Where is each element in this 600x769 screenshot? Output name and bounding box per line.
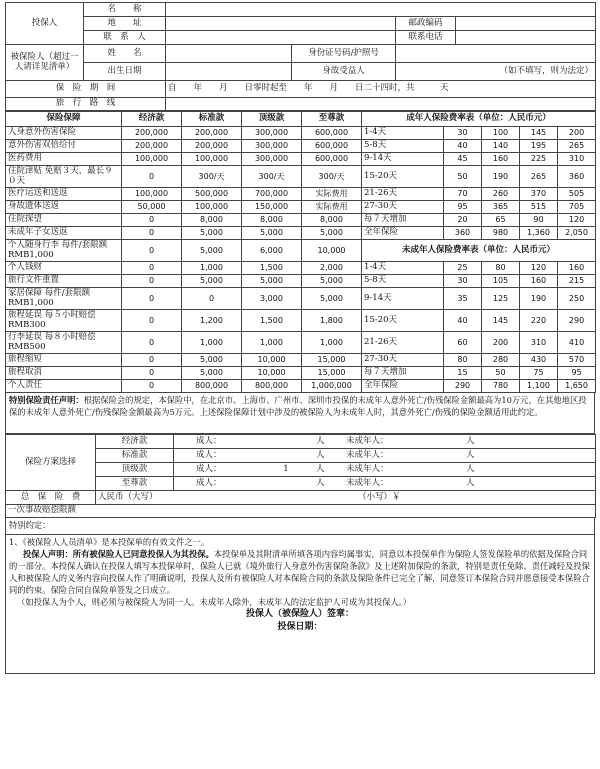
coverage-value: 5,000	[302, 227, 362, 240]
coverage-value: 0	[122, 166, 182, 188]
minor-rate-value: 410	[558, 332, 596, 354]
coverage-row	[6, 227, 596, 240]
minor-rate-value: 60	[444, 332, 482, 354]
minor-rate-period: 27-30天	[362, 354, 444, 367]
coverage-row	[6, 310, 596, 332]
coverage-value: 0	[122, 354, 182, 367]
minor-rate-period: 15-20天	[362, 310, 444, 332]
minor-rate-value: 250	[558, 288, 596, 310]
minor-rate-value: 570	[558, 354, 596, 367]
coverage-item: 医疗运送和送返	[6, 188, 122, 201]
adult-rate-value: 195	[520, 140, 558, 153]
coverage-value: 10,000	[242, 367, 302, 380]
coverage-item: 旅程缩短	[6, 354, 122, 367]
minor-rate-value: 30	[444, 275, 482, 288]
beneficiary-label: 身故受益人	[292, 63, 396, 81]
coverage-value: 150,000	[242, 201, 302, 214]
rmb-lower-label: （小写）￥	[358, 491, 401, 502]
coverage-row	[6, 166, 596, 188]
minor-rate-value: 200	[482, 332, 520, 354]
total-premium-row	[6, 491, 596, 505]
address-label: 地 址	[84, 17, 166, 31]
coverage-value: 0	[122, 262, 182, 275]
coverage-row	[6, 380, 596, 393]
coverage-value: 1,200	[182, 310, 242, 332]
coverage-value: 5,000	[302, 275, 362, 288]
coverage-value: 15,000	[302, 354, 362, 367]
adult-rate-value: 225	[520, 153, 558, 166]
coverage-row	[6, 153, 596, 166]
declaration-title: 投保人声明：所有被保险人已同意投保人为其投保。	[23, 549, 214, 560]
phone-label: 联系电话	[396, 31, 456, 45]
minor-rate-value: 430	[520, 354, 558, 367]
adult-rate-value: 20	[444, 214, 482, 227]
adult-rate-value: 190	[482, 166, 520, 188]
adult-rate-value: 145	[520, 127, 558, 140]
coverage-value: 实际费用	[302, 201, 362, 214]
adult-rate-value: 95	[444, 201, 482, 214]
adult-rate-value: 160	[482, 153, 520, 166]
coverage-item: 旅行文件重置	[6, 275, 122, 288]
minor-rate-value: 780	[482, 380, 520, 393]
adult-rate-value: 360	[444, 227, 482, 240]
beneficiary-note: （如不填写，则为法定）	[396, 63, 596, 81]
coverage-item: 旅程延误 每５小时赔偿RMB300	[6, 310, 122, 332]
coverage-value: 300,000	[242, 153, 302, 166]
coverage-value: 15,000	[302, 367, 362, 380]
minor-rate-period: 21-26天	[362, 332, 444, 354]
special-liability-text: 根据保险会的规定，本保险中，在北京市、上海市、广州市、深圳市投保的未成年人意外死亡/伤残保险金额最高为10万元，在其他地区投保的未成年人意外死亡/伤残保险金额最高为5万元。上述保险保障计划中涉及的被保险人为未成年人时，其意外死亡/伤残的保险金额适用此约定。	[9, 395, 587, 418]
coverage-col-header: 顶级款	[242, 112, 302, 127]
coverage-value: 0	[122, 227, 182, 240]
adult-rate-value: 70	[444, 188, 482, 201]
coverage-value: 8,000	[242, 214, 302, 227]
minor-rate-value: 290	[444, 380, 482, 393]
route-label: 旅 行 路 线	[6, 98, 166, 111]
adult-rate-value: 365	[482, 201, 520, 214]
minor-rate-value: 25	[444, 262, 482, 275]
coverage-value: 5,000	[182, 240, 242, 262]
coverage-value: 600,000	[302, 140, 362, 153]
coverage-col-header: 标准款	[182, 112, 242, 127]
contact-field[interactable]	[166, 31, 396, 45]
period-text[interactable]: 自 年 月 日零时起至 年 月 日二十四时，共 天	[166, 81, 596, 98]
coverage-value: 0	[122, 367, 182, 380]
coverage-item: 个人责任	[6, 380, 122, 393]
coverage-value: 0	[122, 310, 182, 332]
plan-option-counts[interactable]	[174, 463, 596, 477]
coverage-value: 1,000	[242, 332, 302, 354]
coverage-value: 1,800	[302, 310, 362, 332]
minor-rate-value: 160	[520, 275, 558, 288]
coverage-item: 行李延误 每８小时赔偿RMB500	[6, 332, 122, 354]
coverage-value: 300/天	[242, 166, 302, 188]
coverage-value: 100,000	[122, 188, 182, 201]
coverage-value: 0	[122, 214, 182, 227]
minor-rate-value: 95	[558, 367, 596, 380]
minor-rate-value: 105	[482, 275, 520, 288]
coverage-row	[6, 140, 596, 153]
unit-label: 人	[466, 435, 475, 446]
insured-name-field[interactable]	[166, 45, 292, 63]
coverage-value: 1,500	[242, 310, 302, 332]
period-label: 保 险 期 间	[6, 81, 166, 98]
minor-rate-title: 未成年人保险费率表（单位：人民币元）	[362, 240, 596, 262]
minor-rate-value: 190	[520, 288, 558, 310]
minor-rate-period: 全年保险	[362, 380, 444, 393]
adult-rate-period: 9-14天	[362, 153, 444, 166]
dob-label: 出生日期	[84, 63, 166, 81]
coverage-value: 300/天	[182, 166, 242, 188]
adult-count-label: 成人：	[196, 449, 222, 460]
adult-rate-value: 100	[482, 127, 520, 140]
coverage-row	[6, 240, 596, 262]
unit-label: 人	[466, 463, 475, 474]
id-label: 身份证号码/护照号	[292, 45, 396, 63]
deductible-label: 一次事故赔偿限额	[6, 505, 596, 518]
adult-count-label: 成人：	[196, 435, 222, 446]
minor-rate-value: 310	[520, 332, 558, 354]
minor-rate-value: 50	[482, 367, 520, 380]
special-liability	[5, 393, 595, 434]
signature-label[interactable]: 投保人（被保险人）签章：	[245, 609, 354, 620]
special-agreement: 特别约定：	[5, 518, 595, 535]
coverage-value: 10,000	[242, 354, 302, 367]
deductible-row	[6, 505, 596, 518]
coverage-value: 600,000	[302, 127, 362, 140]
coverage-item: 未成年子女送返	[6, 227, 122, 240]
coverage-value: 300,000	[242, 140, 302, 153]
coverage-value: 200,000	[182, 127, 242, 140]
minor-rate-value: 125	[482, 288, 520, 310]
id-field[interactable]	[396, 45, 596, 63]
coverage-value: 5,000	[182, 275, 242, 288]
minor-rate-value: 80	[482, 262, 520, 275]
contact-label: 联 系 人	[84, 31, 166, 45]
unit-label: 人	[466, 449, 475, 460]
rmb-upper-label: 人民币（大写）	[98, 491, 158, 502]
adult-rate-value: 705	[558, 201, 596, 214]
minor-count-label: 未成年人：	[346, 463, 389, 474]
coverage-value: 0	[122, 380, 182, 393]
coverage-value: 100,000	[122, 153, 182, 166]
minor-rate-value: 145	[482, 310, 520, 332]
coverage-value: 1,000	[182, 332, 242, 354]
minor-rate-value: 1,650	[558, 380, 596, 393]
coverage-value: 实际费用	[302, 188, 362, 201]
plan-option-row	[6, 435, 596, 449]
coverage-value: 1,000	[182, 262, 242, 275]
minor-count-label: 未成年人：	[346, 435, 389, 446]
adult-rate-period: 1-4天	[362, 127, 444, 140]
coverage-item: 身故遗体送返	[6, 201, 122, 214]
adult-rate-value: 90	[520, 214, 558, 227]
coverage-row	[6, 288, 596, 310]
minor-rate-value: 290	[558, 310, 596, 332]
coverage-value: 10,000	[302, 240, 362, 262]
insurance-application-form	[5, 2, 595, 674]
adult-rate-value: 140	[482, 140, 520, 153]
insured-label: 被保险人（超过一人请详见清单）	[6, 45, 84, 81]
adult-rate-value: 40	[444, 140, 482, 153]
plan-label: 保险方案选择	[6, 435, 96, 491]
adult-rate-value: 370	[520, 188, 558, 201]
minor-rate-value: 215	[558, 275, 596, 288]
coverage-value: 1,000,000	[302, 380, 362, 393]
adult-rate-value: 980	[482, 227, 520, 240]
coverage-item: 住院探望	[6, 214, 122, 227]
adult-count[interactable]: 1	[283, 463, 289, 474]
coverage-item: 个人随身行李 每件/套限额RMB1,000	[6, 240, 122, 262]
minor-rate-period: 1-4天	[362, 262, 444, 275]
postcode-field[interactable]	[456, 17, 596, 31]
postcode-label: 邮政编码	[396, 17, 456, 31]
minor-rate-value: 75	[520, 367, 558, 380]
coverage-value: 5,000	[182, 227, 242, 240]
minor-rate-value: 40	[444, 310, 482, 332]
coverage-row	[6, 332, 596, 354]
minor-rate-value: 280	[482, 354, 520, 367]
coverage-col-header: 至尊款	[302, 112, 362, 127]
minor-rate-value: 80	[444, 354, 482, 367]
plan-option-counts[interactable]	[174, 449, 596, 463]
notes-block	[5, 535, 595, 674]
coverage-value: 5,000	[242, 275, 302, 288]
adult-rate-value: 260	[482, 188, 520, 201]
coverage-value: 100,000	[182, 153, 242, 166]
adult-rate-value: 265	[558, 140, 596, 153]
coverage-value: 0	[122, 275, 182, 288]
coverage-item: 医药费用	[6, 153, 122, 166]
coverage-row	[6, 354, 596, 367]
minor-rate-value: 160	[558, 262, 596, 275]
coverage-item: 家居保障 每件/套限额RMB1,000	[6, 288, 122, 310]
phone-field[interactable]	[456, 31, 596, 45]
coverage-row	[6, 275, 596, 288]
coverage-value: 8,000	[302, 214, 362, 227]
unit-label: 人	[466, 477, 475, 488]
plan-option-counts[interactable]	[174, 435, 596, 449]
coverage-value: 200,000	[122, 140, 182, 153]
coverage-item: 住院津贴 免赔３天，最长９０天	[6, 166, 122, 188]
dob-field[interactable]	[166, 63, 292, 81]
minor-rate-value: 220	[520, 310, 558, 332]
adult-rate-period: 27-30天	[362, 201, 444, 214]
total-premium-field[interactable]	[96, 491, 596, 505]
minor-rate-value: 15	[444, 367, 482, 380]
coverage-row	[6, 201, 596, 214]
coverage-value: 5,000	[182, 367, 242, 380]
coverage-item: 个人钱财	[6, 262, 122, 275]
route-field[interactable]	[166, 98, 596, 111]
minor-rate-period: 每７天增加	[362, 367, 444, 380]
minor-count-label: 未成年人：	[346, 449, 389, 460]
adult-rate-period: 21-26天	[362, 188, 444, 201]
coverage-value: 500,000	[182, 188, 242, 201]
adult-rate-value: 310	[558, 153, 596, 166]
coverage-value: 1,500	[242, 262, 302, 275]
coverage-value: 300/天	[302, 166, 362, 188]
coverage-value: 0	[122, 332, 182, 354]
minor-rate-period: 9-14天	[362, 288, 444, 310]
unit-label: 人	[316, 449, 325, 460]
plan-option-name[interactable]: 至尊款	[96, 477, 174, 491]
adult-rate-value: 200	[558, 127, 596, 140]
adult-rate-title: 成年人保险费率表（单位：人民币元）	[362, 112, 596, 127]
coverage-row	[6, 127, 596, 140]
adult-rate-value: 120	[558, 214, 596, 227]
adult-count-label: 成人：	[196, 477, 222, 488]
coverage-row	[6, 367, 596, 380]
date-label[interactable]: 投保日期：	[277, 621, 323, 632]
total-premium-label: 总 保 险 费	[6, 491, 96, 505]
adult-rate-period: 全年保险	[362, 227, 444, 240]
coverage-rate-table	[5, 111, 596, 393]
minor-rate-value: 35	[444, 288, 482, 310]
minor-rate-value: 1,100	[520, 380, 558, 393]
coverage-value: 100,000	[182, 201, 242, 214]
coverage-value: 5,000	[242, 227, 302, 240]
adult-rate-value: 1,360	[520, 227, 558, 240]
coverage-value: 3,000	[242, 288, 302, 310]
coverage-item: 旅程取消	[6, 367, 122, 380]
coverage-value: 800,000	[242, 380, 302, 393]
adult-rate-period: 每７天增加	[362, 214, 444, 227]
adult-rate-value: 65	[482, 214, 520, 227]
minor-count-label: 未成年人：	[346, 477, 389, 488]
name-field[interactable]	[166, 3, 596, 17]
minor-rate-value: 120	[520, 262, 558, 275]
coverage-value: 2,000	[302, 262, 362, 275]
adult-rate-value: 2,050	[558, 227, 596, 240]
coverage-row	[6, 214, 596, 227]
coverage-value: 50,000	[122, 201, 182, 214]
adult-rate-value: 505	[558, 188, 596, 201]
coverage-value: 8,000	[182, 214, 242, 227]
coverage-value: 0	[182, 288, 242, 310]
insured-name-label: 姓 名	[84, 45, 166, 63]
coverage-row	[6, 188, 596, 201]
coverage-col-header: 经济款	[122, 112, 182, 127]
adult-rate-value: 265	[520, 166, 558, 188]
adult-rate-value: 360	[558, 166, 596, 188]
coverage-item: 意外伤害双倍给付	[6, 140, 122, 153]
coverage-value: 5,000	[302, 288, 362, 310]
plan-option-counts[interactable]	[174, 477, 596, 491]
coverage-value: 5,000	[182, 354, 242, 367]
adult-rate-period: 5-8天	[362, 140, 444, 153]
coverage-value: 6,000	[242, 240, 302, 262]
minor-rate-period: 5-8天	[362, 275, 444, 288]
adult-rate-period: 15-20天	[362, 166, 444, 188]
adult-rate-value: 45	[444, 153, 482, 166]
coverage-value: 600,000	[302, 153, 362, 166]
footnote: （如投保人为个人，则必须与被保险人为同一人。未成年人除外，未成年人的法定监护人可成为其投保人。）	[17, 597, 412, 608]
coverage-value: 700,000	[242, 188, 302, 201]
adult-rate-value: 30	[444, 127, 482, 140]
plan-option-name[interactable]: 顶级款	[96, 463, 174, 477]
plan-option-name[interactable]: 经济款	[96, 435, 174, 449]
coverage-value: 1,000	[302, 332, 362, 354]
adult-count-label: 成人：	[196, 463, 222, 474]
coverage-row	[6, 262, 596, 275]
coverage-value: 200,000	[182, 140, 242, 153]
coverage-item: 人身意外伤害保险	[6, 127, 122, 140]
address-field[interactable]	[166, 17, 396, 31]
adult-rate-value: 515	[520, 201, 558, 214]
adult-rate-value: 50	[444, 166, 482, 188]
unit-label: 人	[316, 477, 325, 488]
plan-table	[5, 434, 596, 518]
declaration-text: 本投保单及其附清单所填各项内容均属事实，同意以本投保单作为保险人签发保险单的依据及保险合同的一部分。本投保人确认在投保人填写本投保单时，保险人已就《境外旅行人身意外伤害保险条款》及上述附加保险的条款，特别是责任免除、责任减轻及投保人和被保险人的义务内容向投保人作了明确说明，投保人及所有被保险人对本保险合同的条款及保险条件已完全了解，同意签订本保险合同并愿意接受本保险合同的约束。保险合同自保险单签发之日成立。	[9, 549, 590, 596]
coverage-value: 0	[122, 240, 182, 262]
policyholder-label: 投保人	[6, 3, 84, 45]
coverage-value: 800,000	[182, 380, 242, 393]
coverage-value: 300,000	[242, 127, 302, 140]
note-line1: 1、《被保险人人员清单》是本投保单的有效文件之一。	[9, 537, 210, 547]
unit-label: 人	[316, 463, 325, 474]
plan-option-name[interactable]: 标准款	[96, 449, 174, 463]
unit-label: 人	[316, 435, 325, 446]
coverage-value: 200,000	[122, 127, 182, 140]
name-label: 名 称	[84, 3, 166, 17]
coverage-value: 0	[122, 288, 182, 310]
special-liability-title: 特别保险责任声明：	[9, 395, 84, 405]
header-table	[5, 2, 596, 111]
coverage-col-header: 保险保障	[6, 112, 122, 127]
